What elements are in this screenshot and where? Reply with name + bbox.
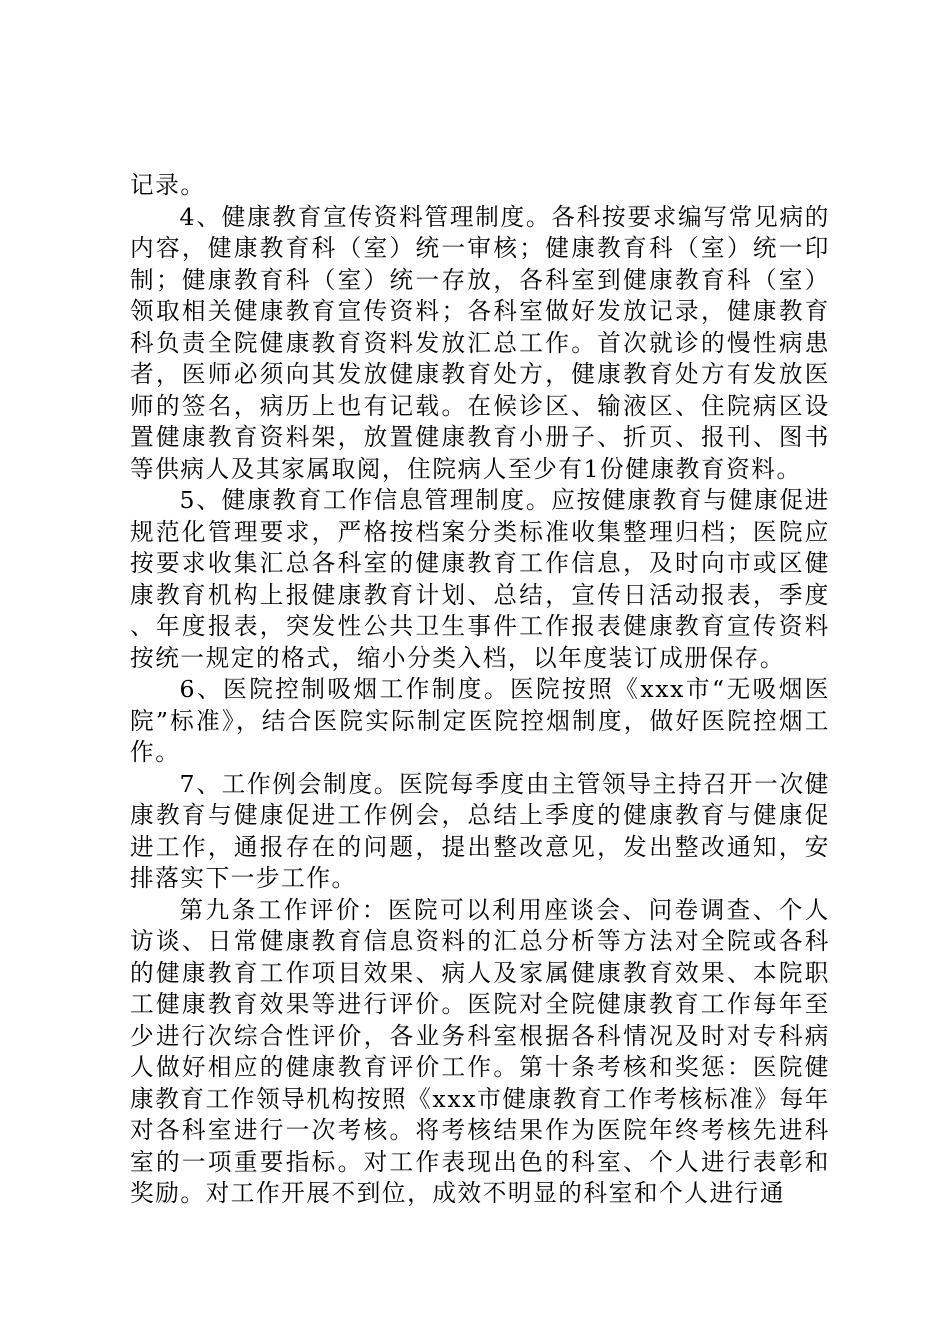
paragraph-item-4: 4、健康教育宣传资料管理制度。各科按要求编写常见病的内容，健康教育科（室）统一审核；健康教育科（室）统一印制；健康教育科（室）统一存放，各科室到健康教育科（室）领取相关健康教育宣传资料；各科室做好发放记录，健康教育科负责全院健康教育资料发放汇总工作。首次就诊的慢性病患者，医师必须向其发放健康教育处方，健康教育处方有发放医师的签名，病历上也有记载。在候诊区、输液区、住院病区设置健康教育资料架，放置健康教育小册子、折页、报刊、图书等供病人及其家属取阅，住院病人至少有1份健康教育资料。 [130, 202, 830, 483]
paragraph-item-7: 7、工作例会制度。医院每季度由主管领导主持召开一次健康教育与健康促进工作例会，总结上季度的健康教育与健康促进工作，通报存在的问题，提出整改意见，发出整改通知，安排落实下一步工作。 [130, 769, 830, 892]
paragraph-item-5: 5、健康教育工作信息管理制度。应按健康教育与健康促进规范化管理要求，严格按档案分类标准收集整理归档；医院应按要求收集汇总各科室的健康教育工作信息，及时向市或区健康教育机构上报健康教育计划、总结，宣传日活动报表，季度、年度报表，突发性公共卫生事件工作报表健康教育宣传资料按统一规定的格式，缩小分类入档，以年度装订成册保存。 [130, 486, 830, 672]
paragraph-item-6: 6、医院控制吸烟工作制度。医院按照《xxx市“无吸烟医院”标准》，结合医院实际制定医院控烟制度，做好医院控烟工作。 [130, 675, 830, 766]
paragraph-continuation: 记录。 [130, 171, 206, 199]
document-body [130, 170, 830, 1210]
paragraph-article-9: 第九条工作评价：医院可以利用座谈会、问卷调查、个人访谈、日常健康教育信息资料的汇总分析等方法对全院或各科的健康教育工作项目效果、病人及家属健康教育效果、本院职工健康教育效果等进行评价。医院对全院健康教育工作每年至少进行次综合性评价，各业务科室根据各科情况及时对专科病人做好相应的健康教育评价工作。第十条考核和奖惩：医院健康教育工作领导机构按照《xxx市健康教育工作考核标准》每年对各科室进行一次考核。将考核结果作为医院年终考核先进科室的一项重要指标。对工作表现出色的科室、个人进行表彰和奖励。对工作开展不到位，成效不明显的科室和个人进行通 [130, 895, 830, 1207]
